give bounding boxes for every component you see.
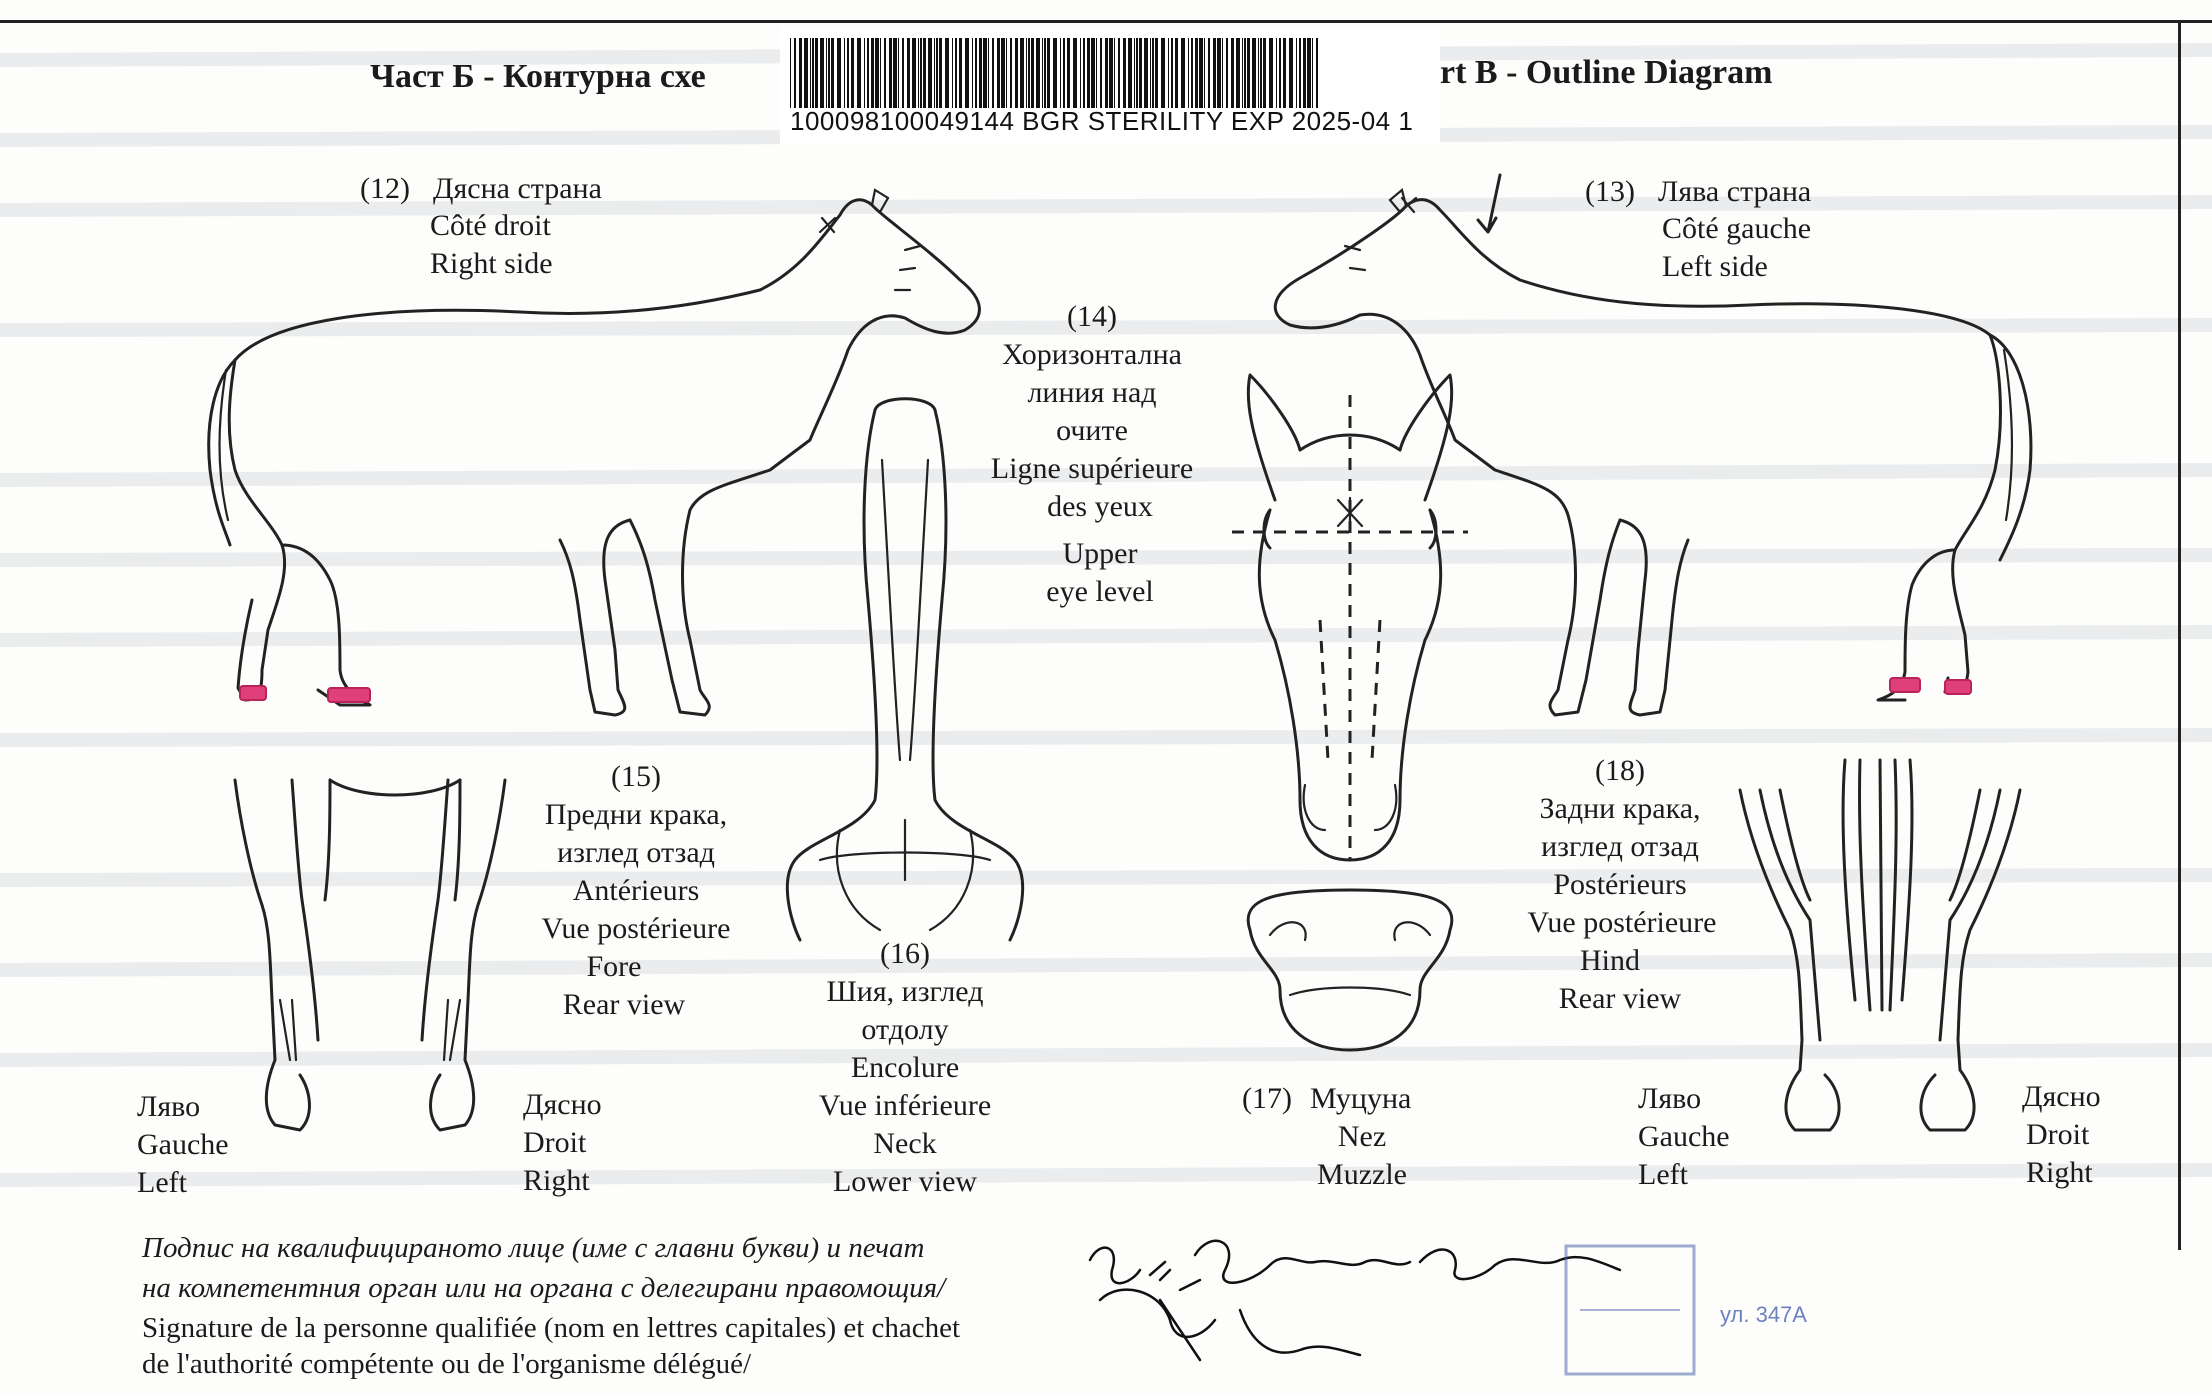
neck-lower-view-drawing bbox=[787, 399, 1022, 940]
label-15-bg1: Предни крака, bbox=[544, 798, 728, 831]
signature-line-1: Подпис на квалифицираното лице (име с главни букви) и печат bbox=[142, 1232, 925, 1264]
label-16-num: (16) bbox=[880, 937, 930, 970]
label-18-fr1: Postérieurs bbox=[1553, 868, 1687, 901]
label-18-fr2: Vue postérieure bbox=[1527, 906, 1717, 939]
label-14-en1: Upper bbox=[1062, 537, 1138, 570]
label-14-fr1: Ligne supérieure bbox=[990, 452, 1194, 485]
diagram-title-en: rt B - Outline Diagram bbox=[1440, 54, 1773, 91]
label-14-num: (14) bbox=[1067, 300, 1117, 333]
label-13-num: (13) bbox=[1585, 175, 1635, 208]
label-14-bg3: очите bbox=[1056, 414, 1128, 447]
label-15-num: (15) bbox=[611, 760, 661, 793]
signature-instructions bbox=[142, 1228, 960, 1384]
handwritten-signature bbox=[1090, 1241, 1620, 1360]
signature-line-2: на компетентния орган или на органа с делегирани правомощия/ bbox=[142, 1272, 946, 1304]
diagram-title-bg: Част Б - Контурна схе bbox=[370, 58, 706, 95]
hind-right-en: Right bbox=[2026, 1156, 2093, 1189]
signature-line-3: Signature de la personne qualifiée (nom en lettres capitales) et chachet bbox=[142, 1312, 961, 1344]
label-14-bg1: Хоризонтална bbox=[1002, 338, 1182, 371]
label-15-en1: Fore bbox=[586, 950, 642, 983]
label-13-bg: Лява страна bbox=[1658, 175, 1812, 208]
muzzle-drawing bbox=[1248, 890, 1452, 1050]
fore-legs-rear-view-drawing bbox=[235, 780, 505, 1130]
label-17-en: Muzzle bbox=[1317, 1158, 1407, 1191]
label-18-bg2: изглед отзад bbox=[1541, 830, 1699, 863]
hind-legs-rear-view-drawing bbox=[1740, 760, 2020, 1130]
label-16-en1: Neck bbox=[873, 1127, 937, 1160]
hind-right-fr: Droit bbox=[2026, 1118, 2090, 1151]
label-17-fr: Nez bbox=[1337, 1120, 1387, 1153]
label-13-en: Left side bbox=[1662, 250, 1768, 283]
fore-right-bg: Дясно bbox=[523, 1088, 602, 1121]
hind-right-bg: Дясно bbox=[2022, 1080, 2101, 1113]
label-16-fr2: Vue inférieure bbox=[818, 1089, 992, 1122]
hind-left-en: Left bbox=[1638, 1158, 1688, 1191]
signature-line-4: de l'authorité compétente ou de l'organisme délégué/ bbox=[142, 1348, 752, 1380]
label-18-bg1: Задни крака, bbox=[1539, 792, 1701, 825]
label-17-num: (17) bbox=[1242, 1082, 1292, 1115]
label-12-num: (12) bbox=[360, 172, 410, 205]
fore-right-fr: Droit bbox=[523, 1126, 587, 1159]
label-15-fr1: Antérieurs bbox=[572, 874, 700, 907]
hind-left-fr: Gauche bbox=[1638, 1120, 1730, 1153]
label-14-fr2: des yeux bbox=[1047, 490, 1153, 523]
fore-left-en: Left bbox=[137, 1166, 187, 1199]
label-16-bg1: Шия, изглед bbox=[826, 975, 984, 1008]
label-15-en2: Rear view bbox=[562, 988, 686, 1021]
official-stamp bbox=[1560, 1240, 1700, 1380]
label-18-num: (18) bbox=[1595, 754, 1645, 787]
label-15-bg2: изглед отзад bbox=[557, 836, 715, 869]
label-13-fr: Côté gauche bbox=[1662, 212, 1812, 245]
horse-right-side-drawing bbox=[209, 190, 980, 715]
label-12-en: Right side bbox=[430, 247, 553, 280]
label-18-en2: Rear view bbox=[1558, 982, 1682, 1015]
fore-left-bg: Ляво bbox=[137, 1090, 201, 1123]
label-16-fr1: Encolure bbox=[850, 1051, 960, 1084]
label-18-en1: Hind bbox=[1580, 944, 1640, 977]
label-16-bg2: отдолу bbox=[861, 1013, 949, 1046]
label-12-fr: Côté droit bbox=[430, 209, 551, 242]
hind-left-bg: Ляво bbox=[1638, 1082, 1702, 1115]
label-12-bg: Дясна страна bbox=[433, 172, 602, 205]
label-16-en2: Lower view bbox=[832, 1165, 978, 1198]
label-14-bg2: линия над bbox=[1027, 376, 1157, 409]
fore-left-fr: Gauche bbox=[137, 1128, 229, 1161]
fore-right-en: Right bbox=[523, 1164, 590, 1197]
barcode-text: 100098100049144 BGR STERILITY EXP 2025-04 1 bbox=[790, 106, 1414, 136]
stamp-text: ул. 347А bbox=[1720, 1302, 1807, 1327]
label-17-bg: Муцуна bbox=[1310, 1082, 1412, 1115]
head-front-view-drawing bbox=[1232, 375, 1468, 860]
label-14-en2: eye level bbox=[1046, 575, 1154, 608]
label-15-fr2: Vue postérieure bbox=[541, 912, 731, 945]
